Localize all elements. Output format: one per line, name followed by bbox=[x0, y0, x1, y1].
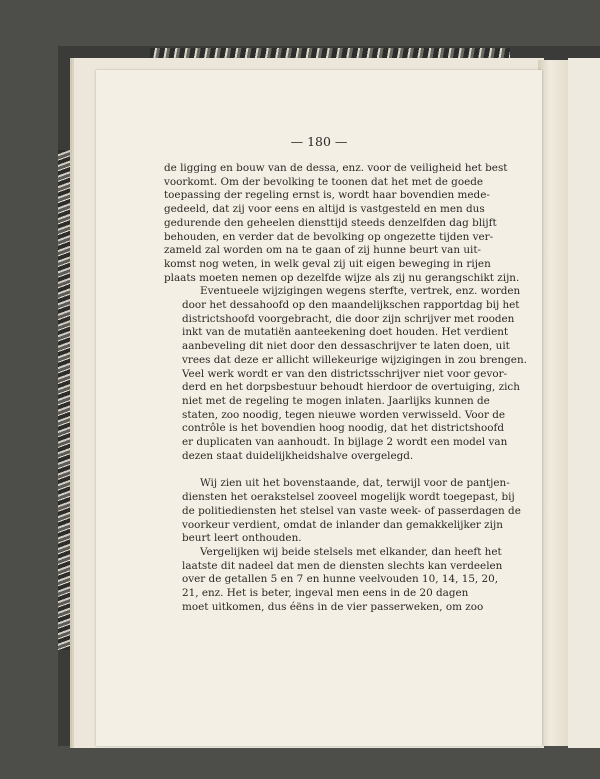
facing-page-edge bbox=[568, 58, 600, 748]
paragraph bbox=[164, 162, 520, 285]
text-line: door het dessahoofd op den maandelijkschen rapportdag bij het bbox=[182, 299, 520, 312]
paragraph bbox=[164, 545, 503, 615]
text-line: plaats moeten nemen op dezelfde wijze als zij nu gerangschikt zijn. bbox=[164, 271, 520, 284]
text-line: toepassing der regeling ernst is, wordt haar bovendien mede- bbox=[164, 189, 490, 202]
text-line: Eventueele wijzigingen wegens sterfte, vertrek, enz. worden bbox=[200, 285, 521, 298]
text-line: contrôle is het bovendien hoog noodig, dat het districtshoofd bbox=[182, 422, 504, 435]
text-line: aanbeveling dit niet door den dessaschrijver te laten doen, uit bbox=[182, 340, 510, 353]
text-line: voorkeur verdient, omdat de inlander dan gemakkelijker zijn bbox=[182, 518, 503, 531]
text-line: niet met de regeling te mogen inlaten. Jaarlijks kunnen de bbox=[182, 394, 490, 407]
text-line: staten, zoo noodig, tegen nieuwe worden verwisseld. Voor de bbox=[182, 408, 506, 421]
text-line: Veel werk wordt er van den districtsschrijver niet voor gevor- bbox=[182, 367, 508, 380]
text-line: gedeeld, dat zij voor eens en altijd is vastgesteld en men dus bbox=[164, 203, 485, 216]
text-line: moet uitkomen, dus éëns in de vier passerweken, om zoo bbox=[182, 600, 484, 613]
text-line: Vergelijken wij beide stelsels met elkander, dan heeft het bbox=[200, 545, 502, 558]
page-number: — 180 — bbox=[290, 134, 348, 149]
text-line: inkt van de mutatiën aanteekening doet houden. Het verdient bbox=[182, 326, 509, 339]
book-page bbox=[96, 70, 542, 746]
paragraph bbox=[164, 285, 527, 463]
text-line: beurt leert onthouden. bbox=[182, 532, 302, 545]
text-line: er duplicaten van aanhoudt. In bijlage 2 wordt een model van bbox=[182, 436, 508, 449]
text-line: districtshoofd voorgebracht, die door zijn schrijver met rooden bbox=[182, 312, 515, 325]
text-line: diensten het oerakstelsel zooveel mogelijk wordt toegepast, bij bbox=[182, 491, 515, 504]
text-line: de ligging en bouw van de dessa, enz. voor de veiligheid het best bbox=[164, 162, 508, 174]
text-line: komst nog weten, in welk geval zij uit eigen beweging in rijen bbox=[164, 257, 491, 270]
text-line: over de getallen 5 en 7 en hunne veelvouden 10, 14, 15, 20, bbox=[182, 573, 499, 586]
page-body-text bbox=[164, 162, 527, 615]
text-line: de politiediensten het stelsel van vaste week- of passerdagen de bbox=[182, 504, 521, 517]
text-line: 21, enz. Het is beter, ingeval men eens in de 20 dagen bbox=[182, 587, 469, 600]
text-line: derd en het dorpsbestuur behoudt hierdoor de overtuiging, zich bbox=[182, 381, 520, 394]
text-line: voorkomt. Om der bevolking te toonen dat het met de goede bbox=[164, 175, 484, 188]
text-line: vrees dat deze er allicht willekeurige wijzigingen in zou brengen. bbox=[182, 353, 527, 366]
paragraph bbox=[164, 477, 521, 546]
text-line: laatste dit nadeel dat men de diensten slechts kan verdeelen bbox=[182, 559, 503, 572]
book-gutter bbox=[538, 60, 568, 746]
text-line: dezen staat duidelijkheidshalve overgelegd. bbox=[182, 449, 414, 462]
text-line: zameld zal worden om na te gaan of zij hunne beurt van uit- bbox=[164, 244, 482, 257]
marbled-edge bbox=[58, 150, 72, 650]
marbled-top-edge bbox=[150, 48, 510, 58]
text-line: behouden, en verder dat de bevolking op ongezette tijden ver- bbox=[164, 230, 494, 243]
text-line: Wij zien uit het bovenstaande, dat, terwijl voor de pantjen- bbox=[200, 477, 510, 490]
text-line: gedurende den geheelen diensttijd steeds denzelfden dag blijft bbox=[164, 216, 497, 229]
